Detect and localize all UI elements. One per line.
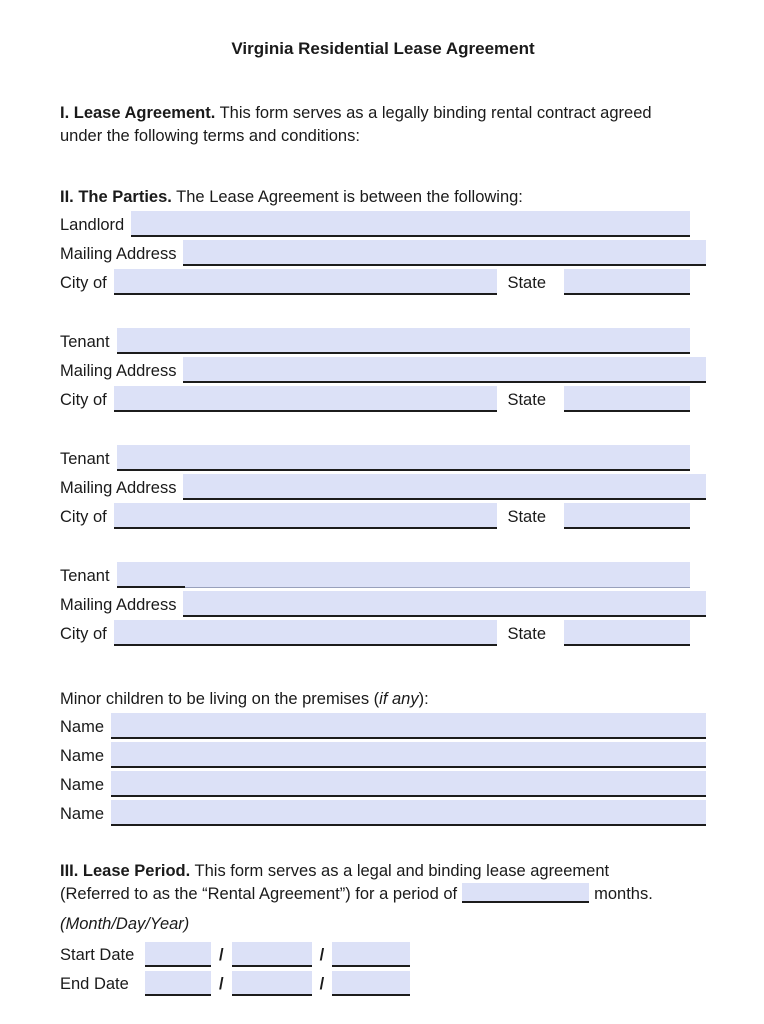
tenant-2-state-field[interactable]	[564, 503, 690, 529]
tenant-label: Tenant	[60, 450, 110, 468]
tenant-2-city-field[interactable]	[114, 503, 498, 529]
tenant-1-state-field[interactable]	[564, 386, 690, 412]
minor-child-row-2	[60, 739, 706, 768]
tenant-1-mailing-row	[60, 354, 706, 383]
tenant-3-mailing-address-field[interactable]	[183, 591, 706, 617]
minor-child-name-field-1[interactable]	[111, 713, 706, 739]
name-label: Name	[60, 776, 105, 794]
mailing-address-label: Mailing Address	[60, 362, 177, 380]
section-1-heading: I. Lease Agreement.	[60, 104, 216, 122]
mailing-address-label: Mailing Address	[60, 596, 177, 614]
state-label: State	[507, 508, 546, 526]
minor-child-name-field-2[interactable]	[111, 742, 706, 768]
start-date-row	[60, 938, 706, 967]
minor-child-row-4	[60, 797, 706, 826]
minor-child-name-field-4[interactable]	[111, 800, 706, 826]
tenant-2-mailing-row	[60, 471, 706, 500]
section-parties-heading	[60, 186, 706, 208]
party-block-tenant-2	[60, 442, 706, 529]
tenant-3-city-field[interactable]	[114, 620, 498, 646]
mailing-address-label: Mailing Address	[60, 245, 177, 263]
tenant-1-mailing-address-field[interactable]	[183, 357, 706, 383]
city-label: City of	[60, 391, 107, 409]
tenant-1-name-field[interactable]	[117, 328, 690, 354]
minor-children-heading	[60, 688, 706, 710]
date-rows	[60, 938, 706, 996]
start-date-day-field[interactable]	[232, 942, 312, 967]
tenant-label: Tenant	[60, 567, 110, 585]
section-lease-agreement	[60, 102, 706, 148]
tenant-1-city-state-row	[60, 383, 706, 412]
date-separator: /	[219, 975, 224, 993]
start-date-year-field[interactable]	[332, 942, 410, 967]
section-lease-period	[60, 860, 706, 996]
landlord-mailing-address-field[interactable]	[183, 240, 706, 266]
section-2-body: The Lease Agreement is between the following:	[176, 188, 523, 206]
party-block-tenant-1	[60, 325, 706, 412]
end-date-month-field[interactable]	[145, 971, 211, 996]
date-separator: /	[219, 946, 224, 964]
city-label: City of	[60, 625, 107, 643]
city-label: City of	[60, 508, 107, 526]
end-date-year-field[interactable]	[332, 971, 410, 996]
end-date-row	[60, 967, 706, 996]
mailing-address-label: Mailing Address	[60, 479, 177, 497]
tenant-label: Tenant	[60, 333, 110, 351]
tenant-3-mailing-row	[60, 588, 706, 617]
state-label: State	[507, 391, 546, 409]
party-block-tenant-3	[60, 559, 706, 646]
landlord-label: Landlord	[60, 216, 125, 234]
minor-children-intro-suffix: ):	[418, 690, 429, 708]
landlord-name-row	[60, 208, 706, 237]
section-1-body-line-1: This form serves as a legally binding rental contract agreed	[219, 104, 652, 122]
section-3-body-after-field: months.	[594, 885, 653, 903]
tenant-2-name-row	[60, 442, 706, 471]
page-title: Virginia Residential Lease Agreement	[231, 39, 535, 58]
tenant-3-name-field[interactable]	[117, 562, 690, 588]
if-any-italic: if any	[379, 690, 419, 708]
landlord-state-field[interactable]	[564, 269, 690, 295]
tenant-1-city-field[interactable]	[114, 386, 498, 412]
landlord-name-field[interactable]	[131, 211, 690, 237]
section-minor-children	[60, 688, 706, 826]
state-label: State	[507, 625, 546, 643]
start-date-label: Start Date	[60, 946, 135, 964]
lease-months-field[interactable]	[462, 883, 589, 903]
date-separator: /	[319, 975, 325, 993]
landlord-mailing-row	[60, 237, 706, 266]
tenant-2-name-field[interactable]	[117, 445, 690, 471]
tenant-2-mailing-address-field[interactable]	[183, 474, 706, 500]
section-3-body-line-2: (Referred to as the “Rental Agreement”) for a period of	[60, 885, 458, 903]
lease-period-intro	[60, 860, 706, 906]
landlord-city-field[interactable]	[114, 269, 498, 295]
city-label: City of	[60, 274, 107, 292]
minor-child-name-field-3[interactable]	[111, 771, 706, 797]
party-block-landlord	[60, 208, 706, 295]
section-2-heading: II. The Parties.	[60, 188, 172, 206]
section-1-body-line-2: under the following terms and conditions:	[60, 127, 360, 145]
name-label: Name	[60, 718, 105, 736]
tenant-1-name-row	[60, 325, 706, 354]
section-3-body-line-1: This form serves as a legal and binding lease agreement	[194, 862, 610, 880]
end-date-label: End Date	[60, 975, 129, 993]
minor-child-row-1	[60, 710, 706, 739]
landlord-city-state-row	[60, 266, 706, 295]
state-label: State	[507, 274, 546, 292]
start-date-month-field[interactable]	[145, 942, 211, 967]
date-separator: /	[319, 946, 325, 964]
tenant-2-city-state-row	[60, 500, 706, 529]
tenant-3-name-row	[60, 559, 706, 588]
minor-child-row-3	[60, 768, 706, 797]
tenant-3-city-state-row	[60, 617, 706, 646]
name-label: Name	[60, 747, 105, 765]
end-date-day-field[interactable]	[232, 971, 312, 996]
date-format-note: (Month/Day/Year)	[60, 915, 190, 933]
name-label: Name	[60, 805, 105, 823]
tenant-3-state-field[interactable]	[564, 620, 690, 646]
minor-children-intro: Minor children to be living on the premises (	[60, 690, 380, 708]
section-3-heading: III. Lease Period.	[60, 862, 191, 880]
